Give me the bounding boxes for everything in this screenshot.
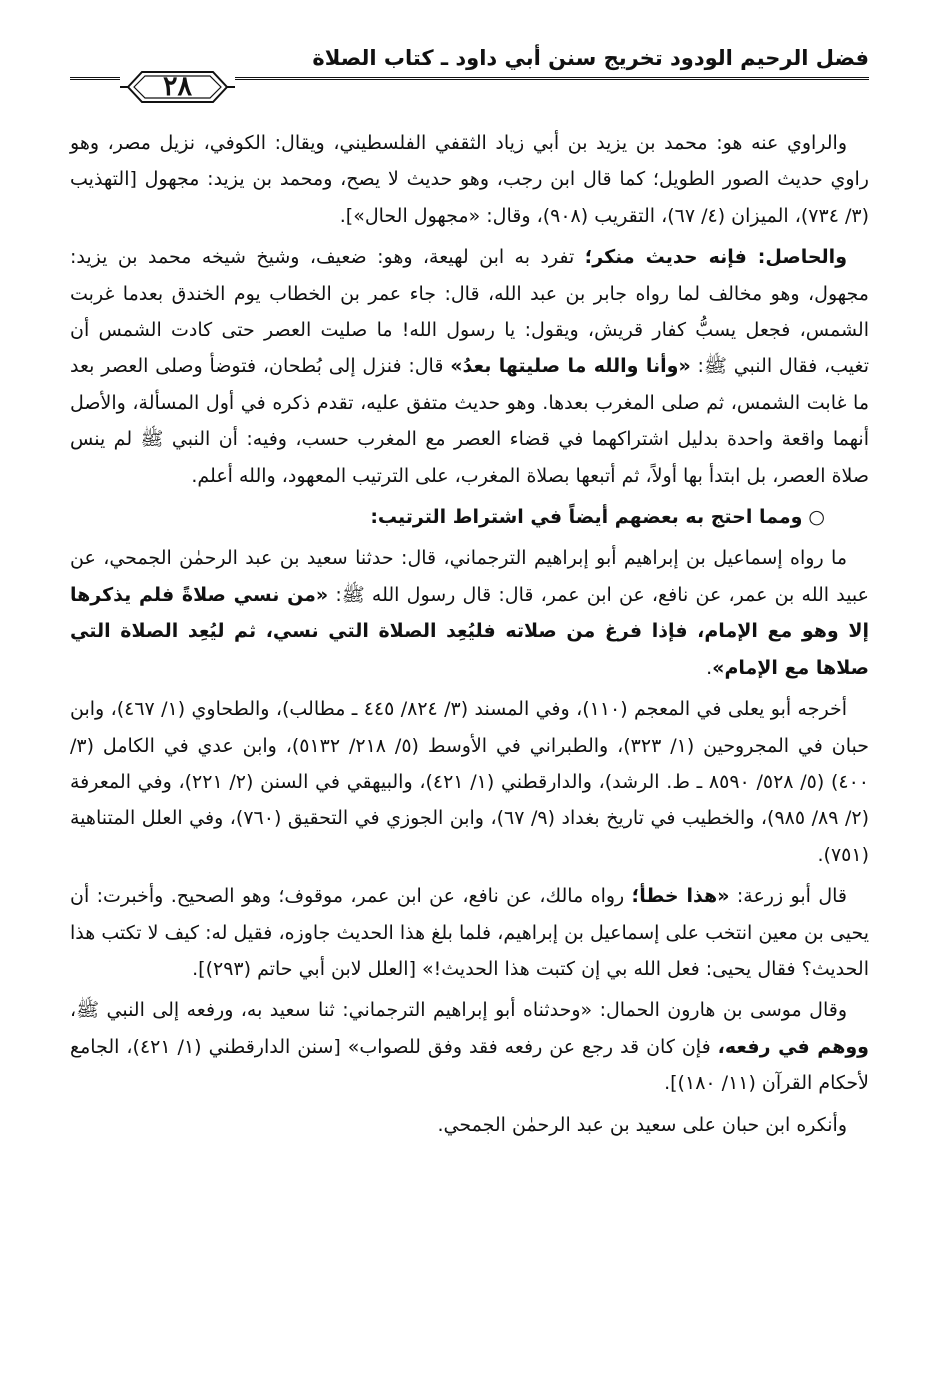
emphasis-text: ووهم في رفعه، [717, 1035, 869, 1058]
paragraph-text: فإن كان قد رجع عن رفعه فقد وفق للصواب» [سنن الدارقطني (١/ ٤٢١)، الجامع لأحكام القرآن (١١/ ١٨٠)]. [70, 1035, 869, 1095]
paragraph-lead: والحاصل: فإنه حديث منكر؛ [584, 246, 848, 269]
page-number: ٢٨ [162, 71, 192, 102]
paragraph-ibn-hibban [70, 1107, 869, 1143]
paragraph-takhrij [70, 691, 869, 873]
paragraph-musa [70, 992, 869, 1101]
running-title: فضل الرحيم الودود تخريج سنن أبي داود ـ كتاب الصلاة [312, 46, 869, 70]
paragraph-text: قال أبو زرعة: [729, 885, 848, 908]
section-heading-text: ومما احتج به بعضهم أيضاً في اشتراط الترتيب: [370, 506, 803, 529]
paragraph-abu-zura [70, 878, 869, 987]
paragraph-text: والراوي عنه هو: محمد بن يزيد بن أبي زياد الثقفي الفلسطيني، ويقال: الكوفي، نزيل مصر، وهو راوي حديث الصور الطويل؛ كما قال ابن رجب، وهو حديث لا يصح، ومحمد بن يزيد: مجهول [التهذيب (٣/ ٧٣٤)، الميزان (٤/ ٦٧)، التقريب (٩٠٨)، وقال: «مجهول الحال»]. [70, 132, 869, 227]
bullet-circle-icon: ○ [808, 506, 825, 529]
paragraph-text: قال: فنزل إلى بُطحان، فتوضأ وصلى العصر بعد ما غابت الشمس، ثم صلى المغرب بعدها. وهو حديث متفق عليه، تقدم ذكره في أول المسألة، والأصل أنهما واقعة واحدة بدليل اشتراكهما في قضاء العصر مع المغرب حسب، وفيه: أن النبي ﷺ لم ينس صلاة العصر، بل ابتدأ بها أولاً، ثم أتبعها بصلاة المغرب، على الترتيب المعهود، والله أعلم. [70, 355, 869, 487]
paragraph-text: أخرجه أبو يعلى في المعجم (١١٠)، وفي المسند (٣/ ٨٢٤/ ٤٤٥ ـ مطالب)، والطحاوي (١/ ٤٦٧)، وابن حبان في المجروحين (١/ ٣٢٣)، والطبراني في الأوسط (٥/ ٢١٨/ ٥١٣٢)، وابن عدي في الكامل (٣/ ٤٠٠) (٥/ ٥٢٨/ ٨٥٩٠ ـ ط. الرشد)، والدارقطني (١/ ٤٢١)، والبيهقي في السنن (٢/ ٢٢١)، وفي المعرفة (٢/ ٨٩/ ٩٨٥)، والخطيب في تاريخ بغداد (٩/ ٦٧)، وابن الجوزي في التحقيق (٧٦٠)، وفي العلل المتناهية (٧٥١). [70, 698, 869, 866]
paragraph-hadith [70, 540, 869, 686]
page-body [70, 125, 869, 1353]
paragraph-text: ما رواه إسماعيل بن إبراهيم أبو إبراهيم الترجماني، قال: حدثنا سعيد بن عبد الرحمٰن الجمحي، عن عبيد الله بن عمر، عن نافع، عن ابن عمر، قال: قال رسول الله ﷺ: [70, 547, 870, 606]
paragraph-text: وقال موسى بن هارون الحمال: «وحدثناه أبو إبراهيم الترجماني: ثنا سعيد به، ورفعه إلى النبي ﷺ، [70, 999, 847, 1022]
paragraph-narrator [70, 125, 869, 234]
page-header [70, 44, 869, 114]
hadith-quote: «من نسي صلاةً فلم يذكرها إلا وهو مع الإمام، فإذا فرغ من صلاته فليُعِد الصلاة التي نسي، ثم ليُعِد الصلاة التي صلاها مع الإمام» [70, 583, 869, 679]
paragraph-text: رواه مالك، عن نافع، عن ابن عمر، موقوف؛ وهو الصحيح. وأخبرت: أن يحيى بن معين انتخب على إسماعيل بن إبراهيم، فلما بلغ هذا الحديث جاوزه، فقيل له: كيف لا تكتب هذا الحديث؟ فقال يحيى: فعل الله بي إن كتبت هذا الحديث!» [العلل لابن أبي حاتم (٢٩٣)]. [70, 885, 869, 980]
paragraph-conclusion [70, 239, 869, 494]
section-heading [70, 499, 869, 535]
hadith-quote: «وأنا والله ما صليتها بعدُ» [450, 355, 691, 378]
page-number-frame [120, 66, 235, 108]
paragraph-text: . [706, 656, 713, 679]
paragraph-text: وأنكره ابن حبان على سعيد بن عبد الرحمٰن الجمحي. [437, 1113, 847, 1136]
emphasis-quote: «هذا خطأ؛ [631, 885, 730, 908]
paragraph-text: تفرد به ابن لهيعة، وهو: ضعيف، وشيخ شيخه محمد بن يزيد: مجهول، وهو مخالف لما رواه جابر بن عبد الله، قال: جاء عمر بن الخطاب يوم الخندق بعدما غربت الشمس، فجعل يسبُّ كفار قريش، ويقول: يا رسول الله! ما صليت العصر حتى كادت الشمس أن تغيب، فقال النبي ﷺ: [70, 246, 869, 378]
